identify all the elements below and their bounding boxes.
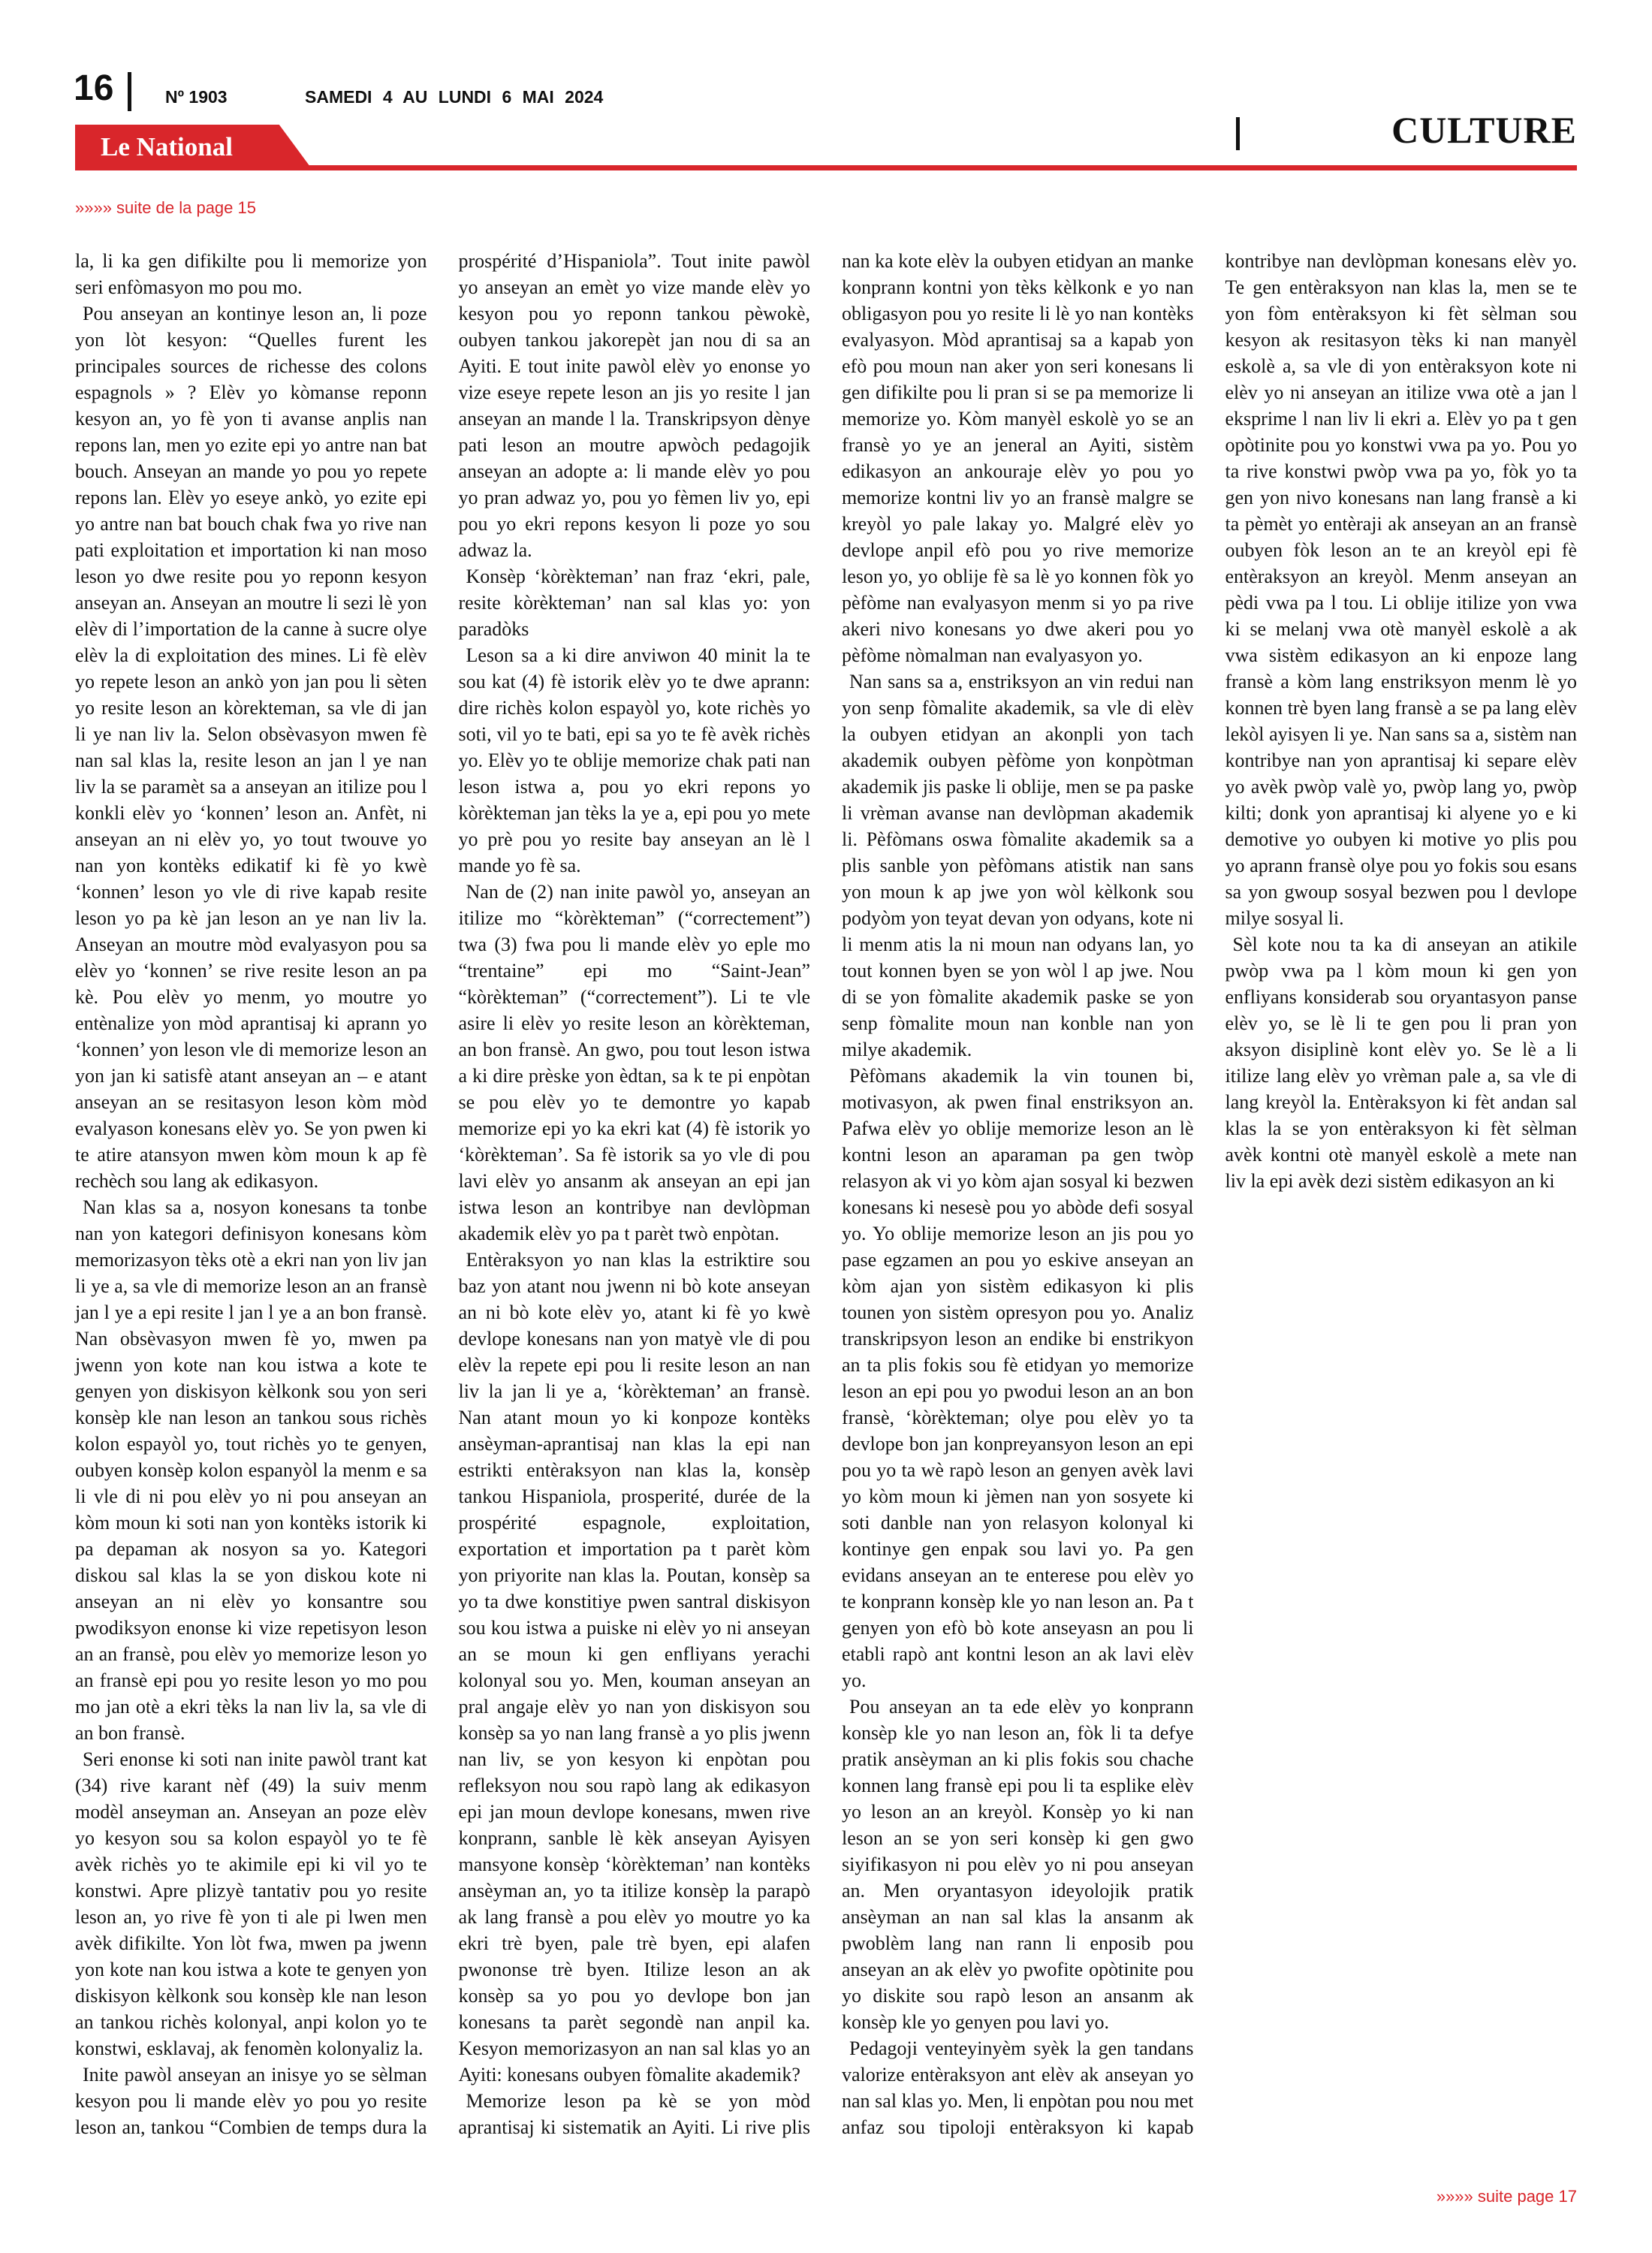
article-paragraph: Pou anseyan an kontinye leson an, li poze yon lòt kesyon: “Quelles furent les principales sources de richesse des colons espagnols » ? Elèv yo kòmanse reponn kesyon an, yo fè yon ti avanse anplis nan repons lan, men yo ezite epi yo antre nan bat bouch. Anseyan an mande yo pou yo repete repons lan. Elèv yo eseye ankò, yo ezite epi yo antre nan bat bouch chak fwa yo rive nan pati exploitation et importation ki nan moso leson yo dwe resite pou yo reponn kesyon anseyan an. Anseyan an moutre li sezi lè yon elèv di l’importation de la canne à sucre olye elèv la di exploitation des mines. Li fè elèv yo repete leson an ankò yon jan pou li sèten yo resite leson an kòrekteman, sa vle di jan li ye nan liv la. Selon obsèvasyon mwen fè nan sal klas la, resite leson an jan l ye nan liv la se paramèt sa a anseyan an itilize pou l konkli elèv yo ‘konnen’ leson an. Anfèt, ni anseyan an ni elèv yo, yo tout twouve yo nan yon kontèks edikatif ki fè yo kwè ‘konnen’ leson yo vle di rive kapab resite leson yo pa kè jan leson an ye nan liv la. Anseyan an moutre mòd evalyasyon pou sa elèv yo ‘konnen’ se rive resite leson an pa kè. Pou elèv yo menm, yo moutre yo entènalize yon mòd aprantisaj ki aprann yo ‘konnen’ yon leson vle di memorize leson an yon jan ki satisfè atant anseyan an – e atant anseyan an se resitasyon leson kòm mòd evalyason konesans elèv yo. Se yon pwen ki te atire atansyon mwen kòm moun k ap fè rechèch sou lang ak edikasyon.	[75, 303, 427, 1192]
article-paragraph: Sèl kote nou ta ka di anseyan an atikile pwòp vwa pa l kòm moun ki gen yon enfliyans konsiderab sou oryantasyon panse elèv yo, se lè li te gen pou li pran yon aksyon disiplinè kont elèv yo. Se lè a li itilize lang elèv yo vrèman pale a, sa vle di lang kreyòl la. Entèraksyon ki fèt andan sal klas la se yon entèraksyon ki fèt sèlman avèk kontni otè manyèl eskolè a mete nan liv la epi avèk dezi sistèm edikasyon an ki	[1225, 933, 1577, 1192]
article-paragraph: Inite pawòl anseyan an inisye yo se sèlman kesyon pou li mande elèv yo pou yo resite leson an, tankou “Combien de temps dura la prospérité d’Hispaniola”. Tout inite pawòl yo anseyan an emèt yo vize mande elèv yo kesyon pou yo reponn tankou pèwokè, oubyen tankou jakorepèt jan nou di sa an Ayiti. E tout inite pawòl elèv yo enonse yo vize eseye repete leson an jis yo resite l jan anseyan an mande l la. Transkripsyon dènye pati leson an moutre apwòch pedagojik anseyan an adopte a: li mande elèv yo pou yo pran adwaz yo, pou yo fèmen liv yo, epi pou yo ekri repons kesyon li poze yo sou adwaz la.	[75, 250, 810, 2138]
article-paragraph: Pèfòmans akademik la vin tounen bi, motivasyon, ak pwen final enstriksyon an. Pafwa elèv yo oblije memorize leson an lè kontni leson an aparaman pa gen twòp relasyon ak vi yo kòm ajan sosyal ki bezwen konesans ki nesesè pou yo abòde defi sosyal yo. Yo oblije memorize leson an jis pou yo pase egzamen an pou yo eskive anseyan an kòm ajan yon sistèm edikasyon ki plis tounen yon sistèm opresyon pou yo. Analiz transkripsyon leson an endike bi enstrikyon an ta plis fokis sou fè etidyan yo memorize leson an epi pou yo pwodui leson an an bon fransè, ‘kòrèkteman; olye pou elèv yo ta devlope bon jan konpreyansyon leson an epi pou yo ta wè rapò leson an genyen avèk lavi yo kòm moun ki jèmen nan yon sosyete ki soti danble nan yon relasyon kolonyal ki kontinye gen enpak sou lavi yo. Pa gen evidans anseyan an te enterese pou elèv yo te konprann konsèp kle yo nan leson an. Pa t genyen yon efò bò kote anseyasn an pou li etabli rapò ant kontni leson an ak lavi elèv yo.	[842, 1065, 1194, 1691]
article-paragraph: Pou anseyan an ta ede elèv yo konprann konsèp kle yo nan leson an, fòk li ta defye pratik ansèyman an ki plis fokis sou chache konnen lang fransè epi pou li ta esplike elèv yo leson an an kreyòl. Konsèp yo ki nan leson an se yon seri konsèp ki gen gwo siyifikasyon ni pou elèv yo ni pou anseyan an. Men oryantasyon ideyolojik pratik ansèyman an nan sal klas la ansanm ak pwoblèm lang nan rann li enposib pou anseyan an ak elèv yo pwofite opòtinite pou yo diskite sou rapò leson an ansanm ak konsèp kle yo genyen pou lavi yo.	[842, 1696, 1194, 2033]
issue-number: Nº 1903	[165, 87, 228, 107]
article-paragraph: Nan sans sa a, enstriksyon an vin redui nan yon senp fòmalite akademik, sa vle di elèv la oubyen etidyan an akonpli yon tach akademik oubyen pèfòme yon konpòtman akademik jis paske li oblije, men se pa paske li vrèman avanse nan devlòpman akademik li. Pèfòmans oswa fòmalite akademik sa a plis sanble yon pèfòmans atistik nan sans yon moun k ap jwe yon wòl kèlkonk sou podyòm yon teyat devan yon odyans, kote ni li menm atis la ni moun nan odyans lan, yo tout konnen byen se yon wòl l ap jwe. Nou di se yon fòmalite akademik paske se yon senp fòmalite moun nan konble nan yon milye akademik.	[842, 671, 1194, 1060]
article-body	[75, 248, 1577, 2155]
article-paragraph: Leson sa a ki dire anviwon 40 minit la te sou kat (4) fè istorik elèv yo te dwe aprann: dire richès kolon espayòl yo, kote richès yo soti, vil yo te bati, epi sa yo te fè avèk richès yo. Elèv yo te oblije memorize chak pati nan leson istwa a, pou yo ekri repons yo kòrèkteman jan tèks la ye a, epi pou yo mete yo prè pou yo resite bay anseyan an lè l mande yo fè sa.	[458, 644, 810, 876]
article-paragraph: Entèraksyon yo nan klas la estriktire sou baz yon atant nou jwenn ni bò kote anseyan an ni bò kote elèv yo, atant ki fè yo kwè devlope konesans nan yon matyè vle di pou elèv la repete epi pou li resite leson an nan liv la jan li ye a, ‘kòrèkteman’ an fransè. Nan atant moun yo ki konpoze kontèks ansèyman-aprantisaj nan klas la epi nan estrikti entèraksyon nan klas la, konsèp tankou Hispaniola, prosperité, durée de la prospérité espagnole, exploitation, exportation et importation pa t parèt kòm yon priyorite nan klas la. Poutan, konsèp sa yo ta dwe konstitiye pwen santral diskisyon sou kou istwa a puiske ni elèv yo ni anseyan an se moun ki gen enfliyans yerachi kolonyal sou yo. Men, kouman anseyan an pral angaje elèv yo nan yon diskisyon sou konsèp sa yo nan lang fransè a yo plis jwenn nan liv, se yon kesyon ki enpòtan pou refleksyon nou sou rapò lang ak edikasyon epi jan moun devlope konesans, mwen rive konprann, sanble lè kèk anseyan Ayisyen mansyone konsèp ‘kòrèkteman’ nan kontèks ansèyman an, yo ta itilize konsèp la parapò ak lang fransè a pou elèv yo moutre yo ka ekri trè byen, pale trè byen, epi alafen pwononse trè byen. Itilize leson an ak konsèp sa yo pou yo devlope bon jan konesans ta parèt segondè nan anpil ka. Kesyon memorizasyon an nan sal klas yo an Ayiti: konesans oubyen fòmalite akademik?	[458, 1249, 810, 2086]
page-number-divider	[128, 72, 131, 111]
page-number: 16	[74, 68, 114, 108]
article-paragraph: Memorize leson pa kè se yon mòd aprantisaj ki sistematik an Ayiti. Li rive plis nan ka kote elèv la oubyen etidyan an manke konprann kontni yon tèks kèlkonk e yo nan obligasyon pou yo resite li lè yo nan kontèks evalyasyon. Mòd aprantisaj sa a kapab yon efò pou moun nan aker yon seri konesans li gen difikilte pou li pran si se pa memorize li memorize yo. Kòm manyèl eskolè yo se an fransè yo ye an jeneral an Ayiti, sistèm edikasyon an ankouraje elèv yo pou yo memorize kontni liv yo an fransè malgre se kreyòl yo pale lakay yo. Malgré elèv yo devlope anpil efò pou yo rive memorize leson yo, yo oblije fè sa lè yo konnen fòk yo pèfòme nan evalyasyon menm si yo pa rive akeri nivo konesans yo dwe akeri pou yo pèfòme nòmalman nan evalyasyon yo.	[458, 250, 1194, 2138]
article-subheading: Konsèp ‘kòrèkteman’ nan fraz ‘ekri, pale, resite kòrèkteman’ nan sal klas yo: yon paradòks	[458, 566, 810, 640]
section-divider	[1236, 117, 1240, 150]
article-paragraph: Nan de (2) nan inite pawòl yo, anseyan an itilize mo “kòrèkteman” (“correctement”) twa (3) fwa pou li mande elèv yo eple mo “trentaine” epi mo “Saint-Jean” “kòrèkteman” (“correctement”). Li te vle asire li elèv yo resite leson an kòrèkteman, an bon fransè. An gwo, pou tout leson istwa a ki dire prèske yon èdtan, sa k te pi enpòtan se pou elèv yo te demontre yo kapab memorize epi yo ka ekri kat (4) fè istorik yo ‘kòrèkteman’. Sa fè istorik sa yo vle di pou lavi elèv yo ansanm ak anseyan an epi jan istwa leson an kontribye nan devlòpman akademik elèv yo pa t parèt twò enpòtan.	[458, 881, 810, 1244]
issue-date: SAMEDI 4 AU LUNDI 6 MAI 2024	[305, 87, 604, 107]
brand-name: Le National	[101, 132, 233, 161]
continued-from-link[interactable]: »»»» suite de la page 15	[75, 198, 256, 217]
continued-to-link[interactable]: »»»» suite page 17	[1436, 2187, 1577, 2206]
section-title: CULTURE	[1391, 109, 1577, 151]
article-paragraph: Nan klas sa a, nosyon konesans ta tonbe nan yon kategori definisyon konesans kòm memorizasyon tèks otè a ekri nan yon liv jan li ye a, sa vle di memorize leson an an fransè jan l ye a epi resite l jan l ye a an bon fransè. Nan obsèvasyon mwen fè yo, mwen pa jwenn yon kote nan kou istwa a kote te genyen yon diskisyon kèlkonk sou yon seri konsèp kle nan leson an tankou sous richès kolon espayòl yo, tout richès yo te genyen, oubyen konsèp kolon espanyòl la menm e sa li vle di ni pou elèv yo ni pou anseyan an kòm moun ki soti nan yon kontèks istorik ki pa depaman ak nosyon sa yo. Kategori diskou sal klas la se yon diskou kote ni anseyan an ni elèv yo konsantre sou pwodiksyon enonse ki vize repetisyon leson an an fransè, pou elèv yo memorize leson yo an fransè epi pou yo resite leson yo mo pou mo jan otè a ekri tèks la nan liv la, sa vle di an bon fransè.	[75, 1196, 427, 1744]
article-paragraph: Pedagoji venteyinyèm syèk la gen tandans valorize entèraksyon ant elèv ak anseyan yo nan sal klas yo. Men, li enpòtan pou nou met anfaz sou tipoloji entèraksyon ki kapab kontribye nan devlòpman konesans elèv yo. Te gen entèraksyon nan klas la, men se te yon fòm entèraksyon ki fèt sèlman sou kesyon ak resitasyon tèks ki nan manyèl eskolè a, sa vle di yon entèraksyon kote ni elèv yo ni anseyan an itilize vwa otè a jan l eksprime l nan liv li ekri a. Elèv yo pa t gen opòtinite pou yo konstwi vwa pa yo. Pou yo ta rive konstwi pwòp vwa pa yo, fòk yo ta gen yon nivo konesans nan lang fransè a ki ta pèmèt yo entèraji ak anseyan an an fransè oubyen fòk leson an te an kreyòl epi fè entèraksyon an kreyòl. Menm anseyan an pèdi vwa pa l tou. Li oblije itilize yon vwa ki se melanj vwa otè manyèl eskolè a ak vwa sistèm edikasyon an ki enpoze lang fransè a kòm lang enstriksyon menm lè yo konnen trè byen lang fransè a se pa lang elèv lekòl ayisyen li ye. Nan sans sa a, sistèm nan kontribye nan yon aprantisaj ki separe elèv yo avèk pwòp valè yo, pwòp lang yo, pwòp kilti; donk yon aprantisaj ki alyene yo e ki demotive yo oubyen ki motive yo plis pou yo aprann fransè olye pou yo fokis sou esans sa yon gwoup sosyal bezwen pou l devlope milye sosyal li.	[842, 250, 1577, 2138]
header-rule	[75, 165, 1577, 170]
article-paragraph: Seri enonse ki soti nan inite pawòl trant kat (34) rive karant nèf (49) la suiv menm modèl anseyman an. Anseyan an poze elèv yo kesyon sou sa kolon espayòl yo te fè avèk richès yo te akimile epi ki vil yo te konstwi. Apre plizyè tantativ pou yo resite leson an, yo rive fè yon ti ale pi lwen men avèk difikilte. Yon lòt fwa, mwen pa jwenn yon kote nan kou istwa a kote te genyen yon diskisyon kèlkonk sou konsèp kle nan leson an tankou richès kolonyal, anpi kolon yo te konstwi, esklavaj, ak fenomèn kolonyaliz la.	[75, 1748, 427, 2059]
article-paragraph: la, li ka gen difikilte pou li memorize yon seri enfòmasyon mo pou mo.	[75, 250, 427, 298]
